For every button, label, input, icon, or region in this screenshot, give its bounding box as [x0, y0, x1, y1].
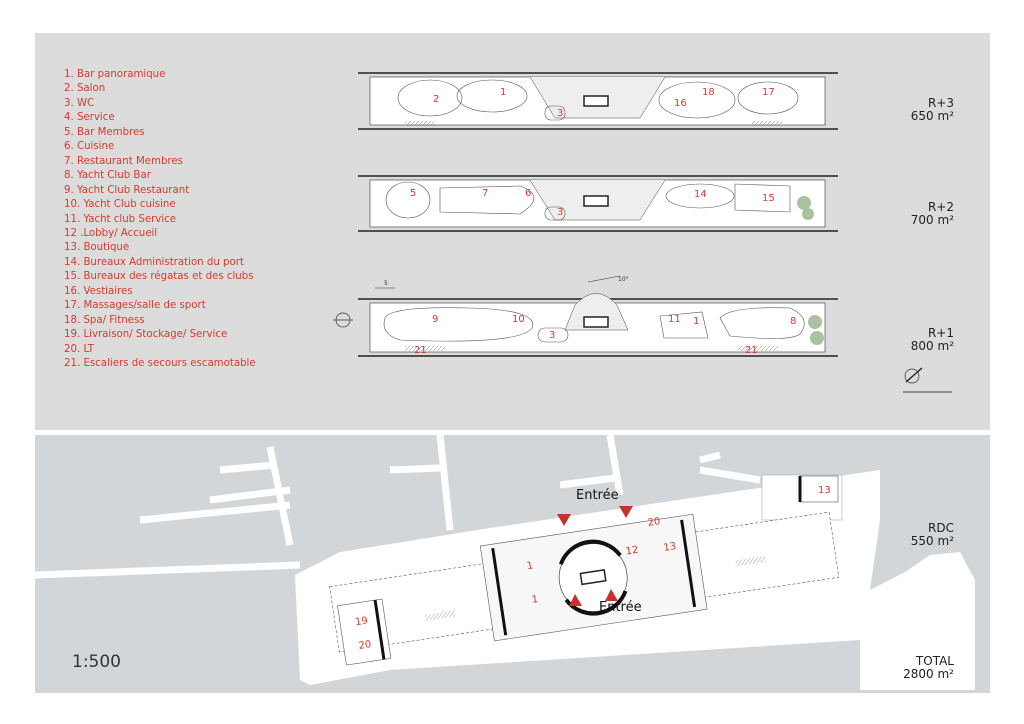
legend-item: 12 .Lobby/ Accueil: [64, 227, 158, 239]
room-label: 20: [646, 516, 662, 529]
room-label: 1: [531, 594, 539, 606]
room-label: 3: [557, 108, 564, 119]
floor-area-rdc: [911, 522, 954, 548]
room-label: 18: [702, 87, 715, 98]
room-label: 1: [693, 316, 700, 327]
legend-item: 7. Restaurant Membres: [64, 155, 183, 167]
room-label: 12: [624, 544, 640, 558]
floor-area-r1: [911, 327, 954, 353]
floor-area: 650 m²: [910, 109, 954, 123]
room-label: 3: [549, 330, 556, 341]
legend-item: 6. Cuisine: [64, 141, 115, 153]
room-label: 15: [762, 193, 775, 204]
room-label: 7: [482, 188, 489, 199]
module-dimension: 5: [384, 280, 388, 287]
legend-item: 1. Bar panoramique: [64, 69, 166, 80]
room-label: 21: [745, 345, 758, 356]
legend-item: 21. Escaliers de secours escamotable: [64, 358, 256, 370]
room-label: 14: [694, 189, 707, 200]
room-label: 9: [432, 314, 439, 325]
room-label: 11: [668, 314, 681, 325]
room-label: 1: [526, 560, 534, 573]
floor-area: 700 m²: [910, 213, 954, 227]
floor-name: R+1: [927, 326, 954, 340]
legend-item: 20. LT: [64, 343, 94, 355]
floor-plan-r3: [358, 73, 838, 129]
room-label: 8: [790, 316, 797, 327]
legend-item: 4. Service: [64, 112, 115, 124]
room-label: 6: [525, 188, 532, 199]
floor-area-r2: [911, 201, 954, 227]
room-label: 2: [433, 94, 440, 105]
legend-item: 16. Vestiaires: [64, 285, 133, 297]
legend-item: 9. Yacht Club Restaurant: [64, 184, 190, 196]
angle-dimension: 10°: [618, 276, 629, 283]
room-legend: [64, 68, 256, 372]
scale-label: 1:500: [72, 652, 121, 672]
legend-item: 18. Spa/ Fitness: [64, 314, 145, 326]
legend-item: 14. Bureaux Administration du port: [64, 256, 244, 268]
legend-item: 2. Salon: [64, 83, 106, 95]
boutique-kiosk: [800, 476, 838, 502]
legend-item: 3. WC: [64, 97, 95, 109]
floor-name: R+3: [927, 96, 954, 110]
room-label: 16: [674, 98, 687, 109]
total-area: [903, 655, 954, 681]
entrance-label-north: Entrée: [576, 488, 619, 503]
legend-item: 15. Bureaux des régatas et des clubs: [64, 271, 254, 283]
room-label: 3: [557, 207, 564, 218]
room-label: 10: [512, 314, 525, 325]
legend-item: 8. Yacht Club Bar: [64, 170, 151, 182]
room-label: 13: [818, 485, 831, 496]
room-label: 20: [357, 639, 373, 652]
legend-item: 17. Massages/salle de sport: [64, 300, 206, 312]
floor-area: 550 m²: [910, 534, 954, 548]
floor-area: 800 m²: [910, 339, 954, 353]
floor-name: R+2: [927, 200, 954, 214]
legend-item: 13. Boutique: [64, 242, 130, 254]
room-label: 13: [662, 541, 678, 554]
entrance-label-south: Entrée: [599, 600, 642, 615]
room-label: 19: [354, 615, 369, 629]
floor-area-r3: [911, 97, 954, 123]
legend-item: 10. Yacht Club cuisine: [64, 199, 176, 211]
floor-name: RDC: [928, 521, 954, 535]
room-label: 5: [410, 188, 417, 199]
room-label: 21: [414, 345, 427, 356]
legend-item: 5. Bar Membres: [64, 126, 145, 138]
legend-item: 19. Livraison/ Stockage/ Service: [64, 329, 228, 341]
legend-item: 11. Yacht club Service: [64, 213, 177, 225]
room-label: 17: [762, 87, 775, 98]
total-value: 2800 m²: [903, 667, 954, 681]
total-label: TOTAL: [915, 654, 954, 668]
room-label: 1: [500, 87, 507, 98]
floor-plan-r2: [358, 176, 838, 231]
